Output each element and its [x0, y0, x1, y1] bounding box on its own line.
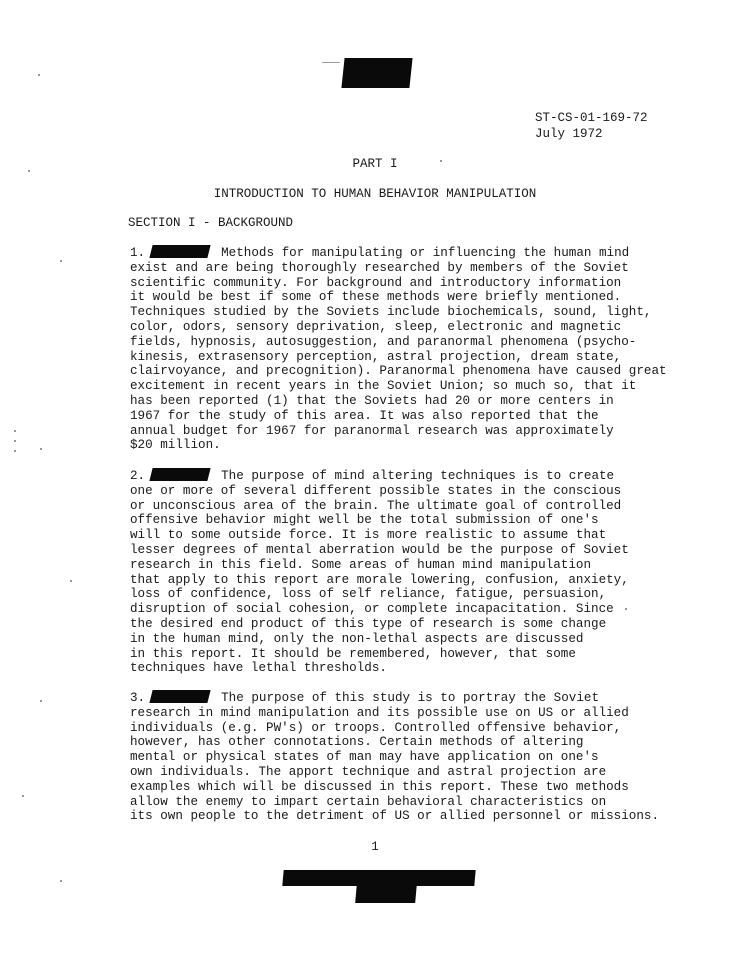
paragraph-line: 2. The purpose of mind altering techniques is to create: [130, 469, 615, 483]
paragraph-line: $20 million.: [130, 438, 221, 453]
scan-speck: [322, 62, 340, 63]
paragraph-line: exist and are being thoroughly researched by members of the Soviet: [130, 260, 629, 275]
paragraph-line: it would be best if some of these methods were briefly mentioned.: [130, 290, 622, 305]
document-date: July 1972: [535, 127, 603, 141]
paragraph-line: however, has other connotations. Certain methods of altering: [130, 735, 584, 750]
paragraph-line: has been reported (1) that the Soviets had 20 or more centers in: [130, 393, 614, 408]
paragraph-line: annual budget for 1967 for paranormal research was approximately: [130, 423, 614, 438]
paragraph-line: individuals (e.g. PW's) or troops. Controlled offensive behavior,: [130, 720, 622, 735]
paragraph-line: offensive behavior might well be the total submission of one's: [130, 513, 599, 528]
paragraph-line: lesser degrees of mental aberration would be the purpose of Soviet: [130, 542, 629, 557]
paragraph-number: 3.: [130, 691, 146, 705]
scan-speck: [70, 580, 72, 582]
scan-speck: [440, 160, 442, 162]
classification-redaction-mark: [150, 690, 211, 703]
paragraph-line: mental or physical states of man may have application on one's: [130, 750, 599, 765]
scan-speck: [14, 430, 16, 432]
paragraph-line: 1967 for the study of this area. It was also reported that the: [130, 408, 599, 423]
part-heading: PART I: [352, 157, 398, 171]
paragraph-line: the desired end product of this type of research is some change: [130, 616, 607, 631]
paragraph-line: research in this field. Some areas of human mind manipulation: [130, 557, 592, 572]
scan-speck: [38, 74, 40, 76]
paragraph-3: [130, 690, 675, 824]
document-reference: [535, 110, 648, 142]
paragraph-line: one or more of several different possible states in the conscious: [130, 483, 622, 498]
paragraph-line: excitement in recent years in the Soviet Union; so much so, that it: [130, 379, 637, 394]
scan-speck: [22, 795, 24, 797]
paragraph-line: fields, hypnosis, autosuggestion, and paranormal phenomena (psycho-: [130, 334, 637, 349]
paragraph-2: [130, 468, 675, 676]
paragraph-line: Techniques studied by the Soviets include biochemicals, sound, light,: [130, 305, 652, 320]
section-heading: SECTION I - BACKGROUND: [128, 216, 294, 230]
paragraph-line: own individuals. The apport technique and astral projection are: [130, 764, 607, 779]
classification-redaction-mark: [150, 468, 211, 481]
paragraph-1: [130, 245, 675, 453]
paragraph-line: examples which will be discussed in this report. These two methods: [130, 779, 629, 794]
paragraph-line: loss of confidence, loss of self reliance, fatigue, persuasion,: [130, 587, 607, 602]
classification-redaction-mark: [150, 245, 211, 258]
bottom-redaction-stem: [355, 884, 417, 903]
paragraph-line: 1. Methods for manipulating or influencing the human mind: [130, 246, 630, 260]
paragraph-line: techniques have lethal thresholds.: [130, 661, 387, 676]
scan-speck: [60, 260, 62, 262]
paragraph-number: 1.: [130, 246, 146, 260]
chapter-title: INTRODUCTION TO HUMAN BEHAVIOR MANIPULATION: [213, 187, 537, 201]
top-redaction-mark: [341, 58, 412, 88]
scan-speck: [40, 700, 42, 702]
scan-speck: [40, 448, 42, 450]
scan-speck: [625, 608, 627, 610]
paragraph-line: or unconscious area of the brain. The ultimate goal of controlled: [130, 498, 622, 513]
paragraph-line: in the human mind, only the non-lethal aspects are discussed: [130, 631, 584, 646]
paragraph-line: allow the enemy to impart certain behavioral characteristics on: [130, 794, 607, 809]
paragraph-line: disruption of social cohesion, or complete incapacitation. Since: [130, 602, 614, 617]
scan-speck: [14, 450, 16, 452]
scan-speck: [60, 880, 62, 882]
paragraph-line: kinesis, extrasensory perception, astral projection, dream state,: [130, 349, 622, 364]
scan-speck: [14, 440, 16, 442]
paragraph-line: in this report. It should be remembered, however, that some: [130, 646, 576, 661]
paragraph-line: research in mind manipulation and its possible use on US or allied: [130, 705, 629, 720]
paragraph-line: that apply to this report are morale lowering, confusion, anxiety,: [130, 572, 629, 587]
paragraph-line: will to some outside force. It is more realistic to assume that: [130, 528, 607, 543]
paragraph-number: 2.: [130, 469, 146, 483]
paragraph-line: color, odors, sensory deprivation, sleep, electronic and magnetic: [130, 319, 622, 334]
paragraph-line: 3. The purpose of this study is to portray the Soviet: [130, 691, 599, 705]
reference-number: ST-CS-01-169-72: [535, 111, 648, 125]
scan-speck: [28, 170, 30, 172]
paragraph-line: its own people to the detriment of US or allied personnel or missions.: [130, 809, 660, 824]
page-number: 1: [371, 840, 379, 854]
paragraph-line: clairvoyance, and precognition). Paranormal phenomena have caused great: [130, 364, 667, 379]
paragraph-line: scientific community. For background and introductory information: [130, 275, 622, 290]
